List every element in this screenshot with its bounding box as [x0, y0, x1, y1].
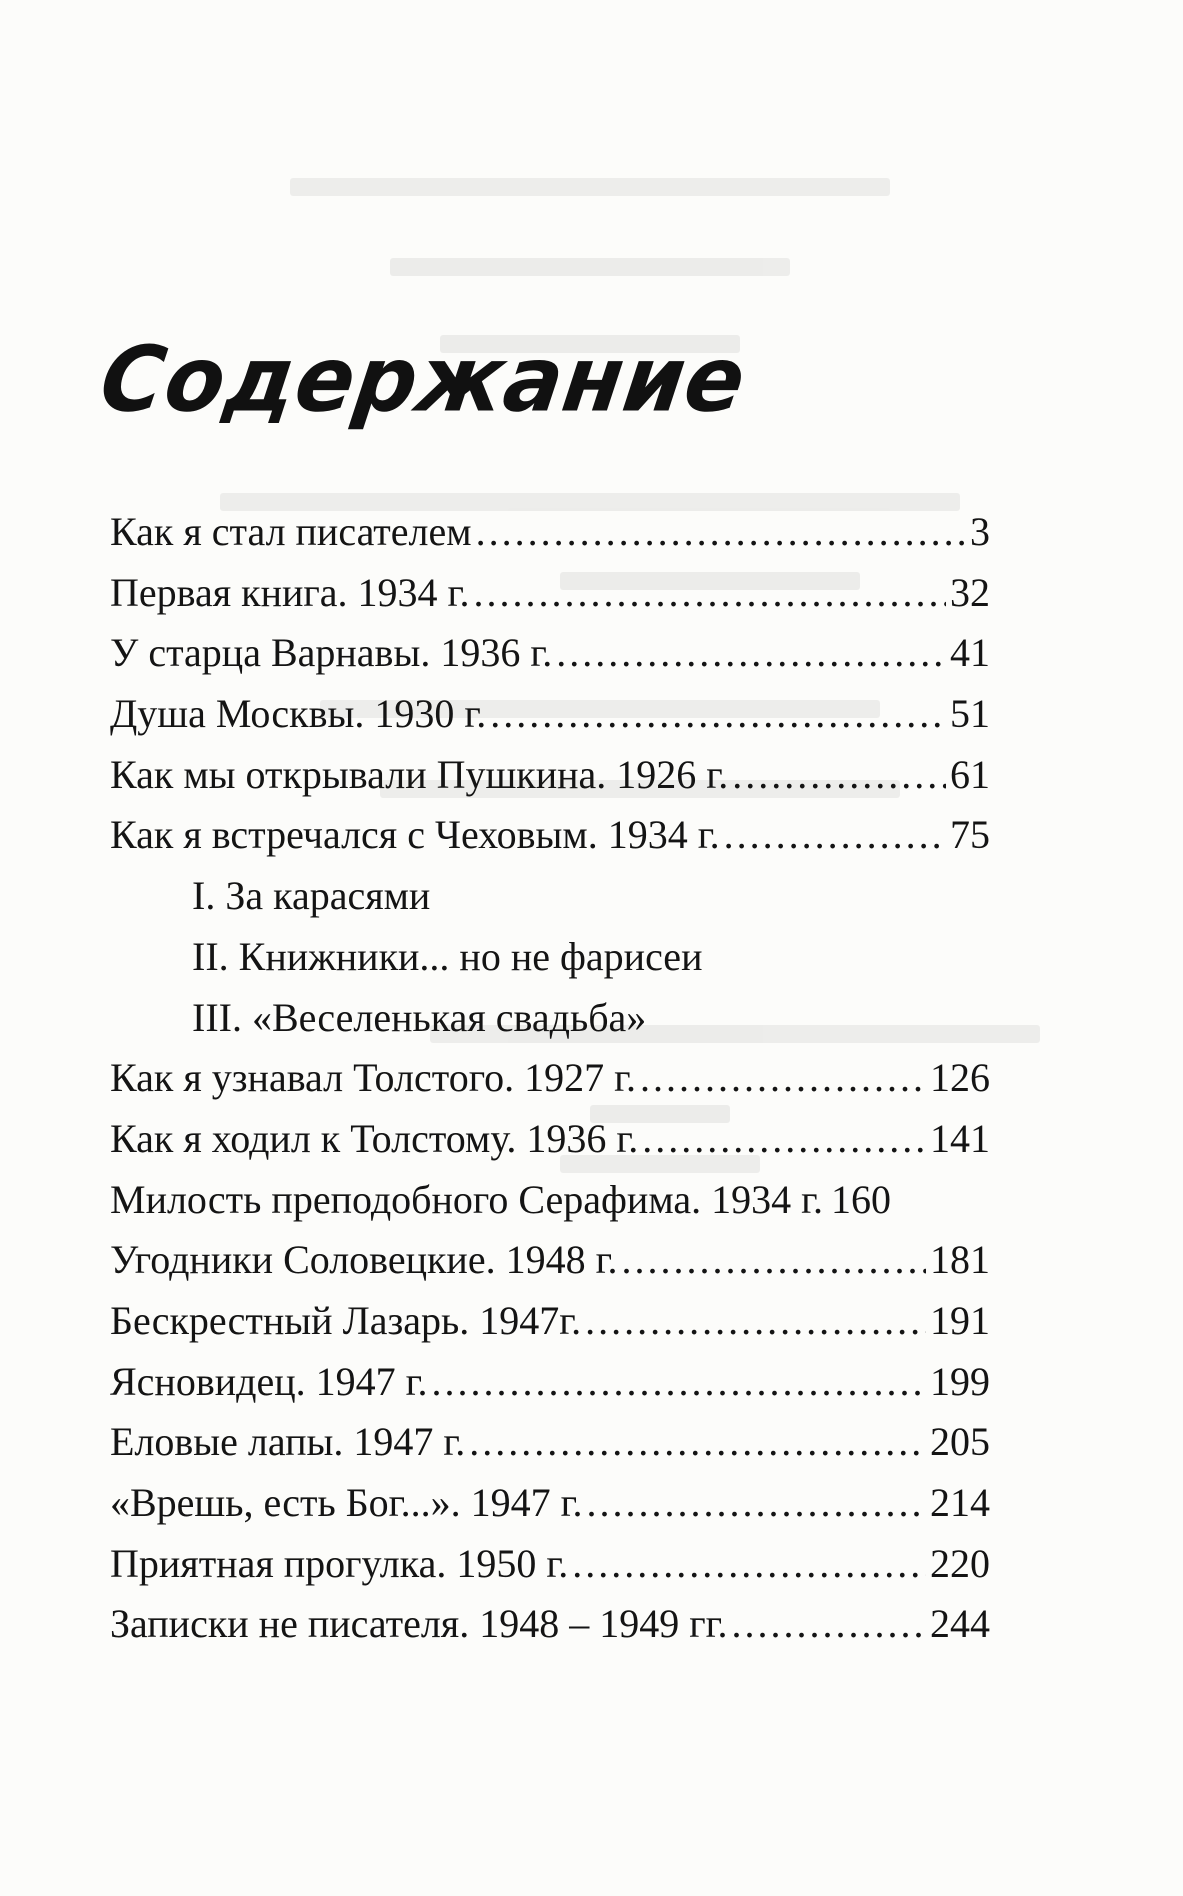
toc-entry	[110, 623, 990, 684]
toc-entry	[110, 684, 990, 745]
toc-dot-leader	[476, 502, 966, 563]
toc-entry	[110, 1473, 990, 1534]
toc-dot-leader	[640, 1048, 926, 1109]
toc-subentry	[110, 927, 990, 988]
toc-page-number: 181	[930, 1237, 990, 1283]
toc-dot-leader	[432, 1352, 926, 1413]
toc-dot-leader	[556, 623, 946, 684]
toc-entry	[110, 1048, 990, 1109]
page-title: Содержание	[94, 327, 753, 433]
toc-subentry	[110, 988, 990, 1049]
toc-page-number: 160	[831, 1176, 892, 1222]
toc-entry-title: Угодники Соловецкие. 1948 г.	[110, 1237, 618, 1283]
toc-page-number: 191	[930, 1297, 990, 1343]
toc-page-number: 75	[950, 812, 990, 858]
toc-dot-leader	[724, 805, 946, 866]
toc-page-number: 41	[950, 630, 990, 676]
toc-entry-title: Душа Москвы. 1930 г.	[110, 691, 487, 737]
toc-entry	[110, 805, 990, 866]
toc-entry-title: Еловые лапы. 1947 г.	[110, 1419, 466, 1465]
toc-entry-title: Как мы открывали Пушкина. 1926 г.	[110, 751, 729, 797]
toc-entry-title: I. За карасями	[192, 873, 431, 919]
toc-entry	[110, 563, 990, 624]
toc-dot-leader	[642, 1109, 926, 1170]
toc-page-number: 32	[950, 569, 990, 615]
toc-entry	[110, 1230, 990, 1291]
toc-entry	[110, 745, 990, 806]
toc-entry	[110, 1594, 990, 1655]
toc-entry-title: У старца Варнавы. 1936 г.	[110, 630, 553, 676]
toc-entry-title: Приятная прогулка. 1950 г.	[110, 1540, 569, 1586]
toc-dot-leader	[585, 1291, 926, 1352]
toc-entry-title: III. «Веселенькая свадьба»	[192, 994, 647, 1040]
toc-entry-title: Ясновидец. 1947 г.	[110, 1358, 428, 1404]
toc-page-number: 126	[930, 1055, 990, 1101]
toc-page-number: 51	[950, 691, 990, 737]
toc-dot-leader	[586, 1473, 926, 1534]
toc-page-number: 214	[930, 1480, 990, 1525]
toc-dot-leader	[732, 1594, 927, 1655]
toc-entry-title: Как я встречался с Чеховым. 1934 г.	[110, 812, 720, 858]
toc-page-number: 61	[950, 751, 990, 797]
toc-page-number: 244	[930, 1601, 990, 1647]
toc-page-number: 141	[930, 1115, 990, 1161]
toc-dot-leader	[473, 563, 946, 624]
toc-entry-title: Как я стал писателем	[110, 509, 472, 554]
toc-entry	[110, 1291, 990, 1352]
toc-entry-title: Записки не писателя. 1948 – 1949 гг.	[110, 1601, 728, 1647]
toc-entry-title: «Врешь, есть Бог...». 1947 г.	[110, 1480, 583, 1525]
toc-entry-title: Первая книга. 1934 г.	[110, 569, 470, 615]
toc-entry	[110, 502, 990, 563]
toc-entry-title: Милость преподобного Серафима. 1934 г.	[110, 1176, 824, 1222]
toc-page-number: 220	[930, 1540, 990, 1586]
toc-entry	[110, 1352, 990, 1413]
toc-page-number: 199	[930, 1358, 990, 1404]
toc-dot-leader	[572, 1534, 926, 1595]
toc-entry-title: Как я ходил к Толстому. 1936 г.	[110, 1115, 639, 1161]
toc-entry-title: II. Книжники... но не фарисеи	[192, 933, 703, 979]
toc-dot-leader	[469, 1412, 926, 1473]
toc-entry-title: Как я узнавал Толстого. 1927 г.	[110, 1055, 636, 1101]
toc-dot-leader	[732, 745, 946, 806]
toc-dot-leader	[621, 1230, 926, 1291]
toc-entry-title: Бескрестный Лазарь. 1947г.	[110, 1297, 582, 1343]
toc-entry	[110, 1109, 990, 1170]
table-of-contents	[110, 502, 990, 1655]
toc-page-number: 3	[970, 509, 990, 554]
toc-entry	[110, 1170, 990, 1231]
toc-dot-leader	[490, 684, 946, 745]
toc-entry	[110, 1534, 990, 1595]
toc-entry	[110, 1412, 990, 1473]
toc-subentry	[110, 866, 990, 927]
toc-page-number: 205	[930, 1419, 990, 1465]
